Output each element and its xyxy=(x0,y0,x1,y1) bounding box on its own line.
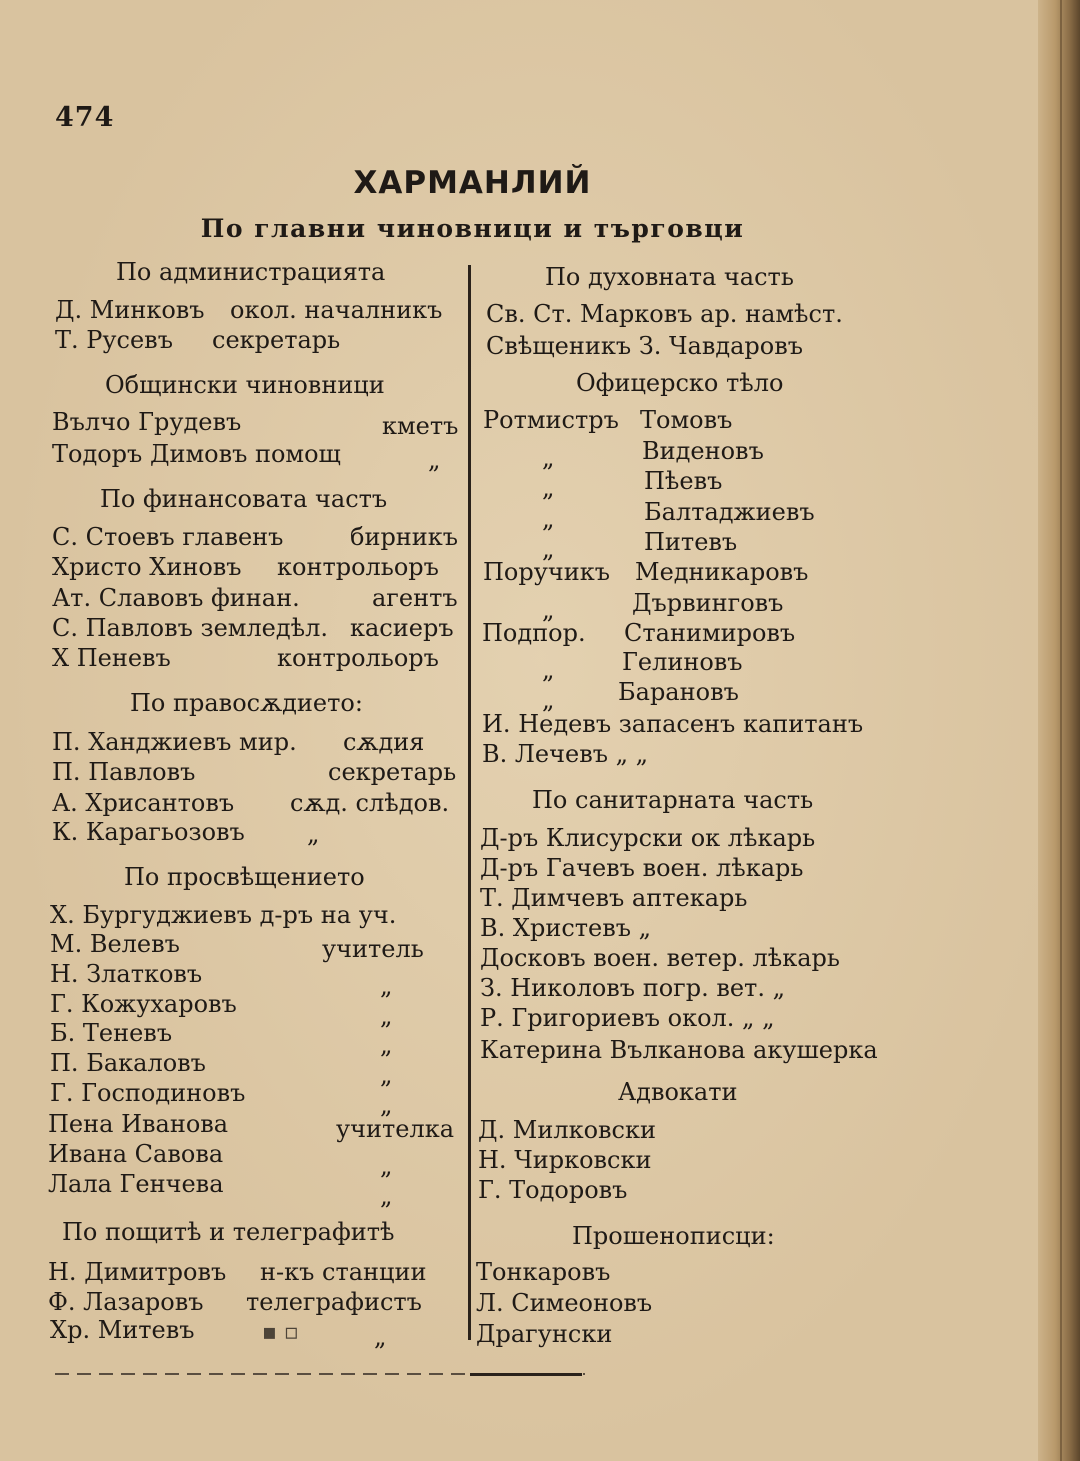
smudge-mark: ▪ ▫ xyxy=(262,1320,299,1345)
list-item-role: секретарь xyxy=(328,758,457,786)
binding-edge xyxy=(1060,0,1062,1461)
list-item-role: н-къ станции xyxy=(260,1258,427,1286)
list-item: Ф. Лазаровъ xyxy=(48,1288,204,1316)
list-item-role: сѫд. слѣдов. xyxy=(290,789,450,817)
list-item: Тодоръ Димовъ помощ xyxy=(52,440,341,468)
list-item: А. Хрисантовъ xyxy=(52,789,235,817)
ditto-mark: „ xyxy=(542,535,555,563)
list-item: Л. Симеоновъ xyxy=(476,1289,653,1317)
ditto-mark: „ xyxy=(380,1152,393,1180)
list-item: Г. Тодоровъ xyxy=(478,1176,628,1204)
list-item-role: агентъ xyxy=(372,584,458,612)
ditto-mark: „ xyxy=(542,505,555,533)
list-item: Св. Ст. Марковъ ар. намѣст. xyxy=(486,300,843,328)
list-item: Р. Григориевъ окол. „ „ xyxy=(480,1004,775,1032)
list-item: М. Велевъ xyxy=(50,930,180,958)
ditto-mark: „ xyxy=(380,1031,393,1059)
list-item: И. Недевъ запасенъ капитанъ xyxy=(482,710,864,738)
officer-name: Пѣевъ xyxy=(644,467,723,495)
list-item: П. Ханджиевъ мир. xyxy=(52,728,297,756)
list-item: Г. Кожухаровъ xyxy=(50,990,237,1018)
ditto-mark: „ xyxy=(374,1323,387,1351)
list-item: Хр. Митевъ xyxy=(50,1316,195,1344)
list-item-role: секретарь xyxy=(212,326,341,354)
list-item-role: телеграфистъ xyxy=(246,1288,422,1316)
section-heading-lawyers: Адвокати xyxy=(618,1078,738,1106)
ditto-mark: „ xyxy=(542,474,555,502)
officer-rank: Ротмистръ xyxy=(483,406,619,434)
officer-name: Балтаджиевъ xyxy=(644,498,815,526)
officer-name: Виденовъ xyxy=(642,437,764,465)
page-number: 474 xyxy=(55,102,115,133)
list-item: Н. Чирковски xyxy=(478,1146,652,1174)
ditto-mark: „ xyxy=(380,1182,393,1210)
list-item: Х Пеневъ xyxy=(52,644,171,672)
list-item-role: кметъ xyxy=(382,412,459,440)
list-item: Д. Милковски xyxy=(478,1116,656,1144)
section-heading-petition-writers: Прошенописци: xyxy=(572,1222,775,1250)
list-item-role: сѫдия xyxy=(343,728,425,756)
list-item: Пена Иванова xyxy=(48,1110,229,1138)
ditto-mark: „ xyxy=(428,446,441,474)
list-item: Досковъ воен. ветер. лѣкарь xyxy=(480,944,840,972)
ditto-mark: „ xyxy=(380,1091,393,1119)
ditto-mark: „ xyxy=(380,1002,393,1030)
list-item: Н. Димитровъ xyxy=(48,1258,227,1286)
section-heading-administration: По администрацията xyxy=(116,258,386,286)
officer-name: Медникаровъ xyxy=(635,558,809,586)
ditto-mark: „ xyxy=(542,686,555,714)
book-binding xyxy=(1038,0,1080,1461)
page-subtitle: По главни чиновници и търговци xyxy=(200,214,745,243)
section-heading-sanitary: По санитарната часть xyxy=(532,786,814,814)
list-item-role: учителка xyxy=(336,1115,455,1143)
list-item: Д-ръ Гачевъ воен. лѣкарь xyxy=(480,854,804,882)
list-item-role: касиеръ xyxy=(350,614,454,642)
list-item: Ат. Славовъ финан. xyxy=(52,584,300,612)
ditto-mark: „ xyxy=(542,596,555,624)
list-item-role: контрольоръ xyxy=(277,553,439,581)
officer-name: Питевъ xyxy=(644,528,738,556)
list-item: Д-ръ Клисурски ок лѣкарь xyxy=(480,824,816,852)
officer-name: Дървинговъ xyxy=(632,589,784,617)
ditto-mark: „ xyxy=(542,444,555,472)
officer-name: Барановъ xyxy=(618,678,739,706)
section-heading-justice: По правосѫдието: xyxy=(130,689,363,717)
list-item: Н. Златковъ xyxy=(50,960,203,988)
list-item: Д. Минковъ xyxy=(55,296,205,324)
list-item: Драгунски xyxy=(476,1320,613,1348)
section-heading-clergy: По духовната часть xyxy=(545,263,794,291)
officer-name: Станимировъ xyxy=(624,619,796,647)
list-item-role: контрольоръ xyxy=(277,644,439,672)
list-item: З. Николовъ погр. вет. „ xyxy=(480,974,786,1002)
officer-rank: Поручикъ xyxy=(483,558,610,586)
section-heading-finance: По финансовата частъ xyxy=(100,485,388,513)
list-item: Ивана Савова xyxy=(48,1140,224,1168)
officer-name: Томовъ xyxy=(640,406,733,434)
list-item: Х. Бургуджиевъ д-ръ на уч. xyxy=(50,901,397,929)
list-item: Т. Димчевъ аптекарь xyxy=(480,884,748,912)
list-item: Вълчо Грудевъ xyxy=(52,408,242,436)
list-item: К. Карагьозовъ xyxy=(52,818,245,846)
list-item: Т. Русевъ xyxy=(55,326,173,354)
ditto-mark: „ xyxy=(380,972,393,1000)
list-item: Христо Хиновъ xyxy=(52,553,242,581)
list-item: Свѣщеникъ З. Чавдаровъ xyxy=(486,332,804,360)
ditto-mark: „ xyxy=(542,656,555,684)
ditto-mark: „ xyxy=(380,1061,393,1089)
section-heading-education: По просвѣщението xyxy=(124,863,365,891)
list-item: С. Павловъ земледѣл. xyxy=(52,614,329,642)
officer-rank: Подпор. xyxy=(482,619,586,647)
footer-rule-solid xyxy=(470,1373,582,1376)
list-item: П. Павловъ xyxy=(52,758,196,786)
list-item: П. Бакаловъ xyxy=(50,1049,206,1077)
list-item: Катерина Вълканова акушерка xyxy=(480,1036,878,1064)
list-item: В. Христевъ „ xyxy=(480,914,652,942)
page-title: ХАРМАНЛИЙ xyxy=(353,165,592,201)
list-item: В. Лечевъ „ „ xyxy=(482,740,649,768)
list-item: Г. Господиновъ xyxy=(50,1079,246,1107)
list-item: С. Стоевъ главенъ xyxy=(52,523,284,551)
left-column xyxy=(0,0,468,1461)
list-item: Тонкаровъ xyxy=(476,1258,611,1286)
list-item-role: бирникъ xyxy=(350,523,459,551)
section-heading-municipal: Общински чиновници xyxy=(105,371,385,399)
officer-name: Гелиновъ xyxy=(622,648,743,676)
list-item: Лала Генчева xyxy=(48,1170,224,1198)
right-column xyxy=(470,0,1030,1461)
section-heading-post: По пощитѣ и телеграфитѣ xyxy=(62,1218,395,1246)
ditto-mark: „ xyxy=(307,820,320,848)
list-item-role: окол. началникъ xyxy=(230,296,443,324)
list-item: Б. Теневъ xyxy=(50,1019,173,1047)
section-heading-officers: Офицерско тѣло xyxy=(576,369,784,397)
list-item-role: учитель xyxy=(322,935,424,963)
